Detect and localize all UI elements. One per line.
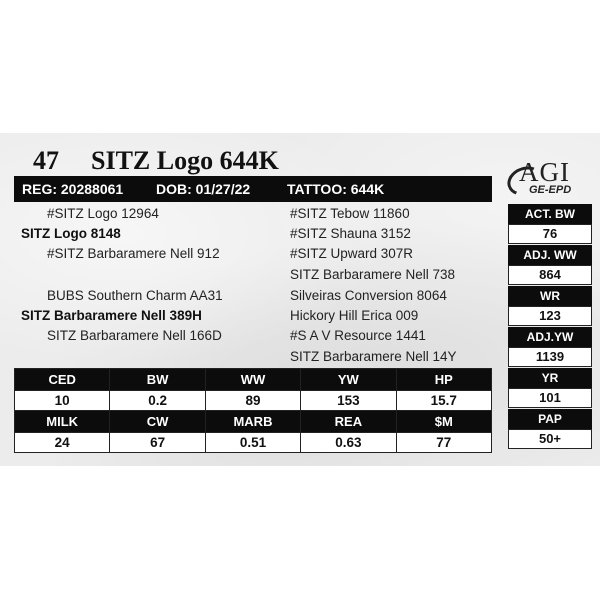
epd-header-hp: HP: [396, 369, 491, 391]
epd-value-row: [15, 433, 492, 453]
epd-value-cw: 67: [110, 433, 205, 453]
side-value-pap: 50+: [508, 429, 592, 449]
side-label-adj-ww: ADJ. WW: [508, 245, 592, 265]
agi-logo: [505, 157, 585, 199]
side-label-act-bw: ACT. BW: [508, 204, 592, 224]
side-value-act-bw: 76: [508, 224, 592, 244]
epd-value-marb: 0.51: [205, 433, 300, 453]
epd-header-bw: BW: [110, 369, 205, 391]
reg-number: REG: 20288061: [22, 181, 124, 197]
epd-header-marb: MARB: [205, 411, 300, 433]
side-value-yr: 101: [508, 388, 592, 408]
epd-value-ced: 10: [15, 391, 110, 411]
side-value-wr: 123: [508, 306, 592, 326]
epd-value-row: [15, 391, 492, 411]
epd-table: [14, 368, 492, 453]
pedigree-right: #SITZ Upward 307R: [290, 246, 414, 261]
side-label-yr: YR: [508, 368, 592, 388]
side-value-adj-yw: 1139: [508, 347, 592, 367]
animal-name: SITZ Logo 644K: [91, 146, 279, 175]
side-label-pap: PAP: [508, 409, 592, 429]
epd-header-rea: REA: [301, 411, 396, 433]
epd-header-milk: MILK: [15, 411, 110, 433]
epd-value-hp: 15.7: [396, 391, 491, 411]
info-bar: [14, 176, 492, 202]
epd-value-yw: 153: [301, 391, 396, 411]
pedigree-right: SITZ Barbaramere Nell 14Y: [290, 349, 457, 364]
pedigree-right: #S A V Resource 1441: [290, 328, 426, 343]
pedigree-sire-dam: #SITZ Barbaramere Nell 912: [47, 246, 220, 261]
logo-subtitle: GE-EPD: [529, 184, 572, 196]
pedigree-dam-sire: BUBS Southern Charm AA31: [47, 288, 223, 303]
epd-header-ww: WW: [205, 369, 300, 391]
epd-value-rea: 0.63: [301, 433, 396, 453]
pedigree-right: #SITZ Tebow 11860: [290, 206, 410, 221]
epd-header-dollar-m: $M: [396, 411, 491, 433]
epd-value-ww: 89: [205, 391, 300, 411]
side-label-adj-yw: ADJ.YW: [508, 327, 592, 347]
pedigree-right: Silveiras Conversion 8064: [290, 288, 447, 303]
epd-header-row: [15, 369, 492, 391]
pedigree-dam: SITZ Barbaramere Nell 389H: [21, 308, 202, 323]
epd-value-milk: 24: [15, 433, 110, 453]
epd-header-ced: CED: [15, 369, 110, 391]
tattoo: TATTOO: 644K: [287, 181, 385, 197]
pedigree-dam-dam: SITZ Barbaramere Nell 166D: [47, 328, 222, 343]
pedigree-sire: SITZ Logo 8148: [21, 226, 121, 241]
epd-header-yw: YW: [301, 369, 396, 391]
pedigree-right: SITZ Barbaramere Nell 738: [290, 267, 456, 282]
side-label-wr: WR: [508, 286, 592, 306]
epd-value-dollar-m: 77: [396, 433, 491, 453]
side-value-adj-ww: 864: [508, 265, 592, 285]
pedigree-sire-sire: #SITZ Logo 12964: [47, 206, 159, 221]
lot-number: 47: [33, 146, 59, 175]
pedigree-right: Hickory Hill Erica 009: [290, 308, 419, 323]
epd-header-cw: CW: [110, 411, 205, 433]
epd-value-bw: 0.2: [110, 391, 205, 411]
epd-header-row: [15, 411, 492, 433]
logo-brand: AGI: [519, 157, 570, 187]
pedigree-right: #SITZ Shauna 3152: [290, 226, 411, 241]
dob: DOB: 01/27/22: [156, 181, 251, 197]
